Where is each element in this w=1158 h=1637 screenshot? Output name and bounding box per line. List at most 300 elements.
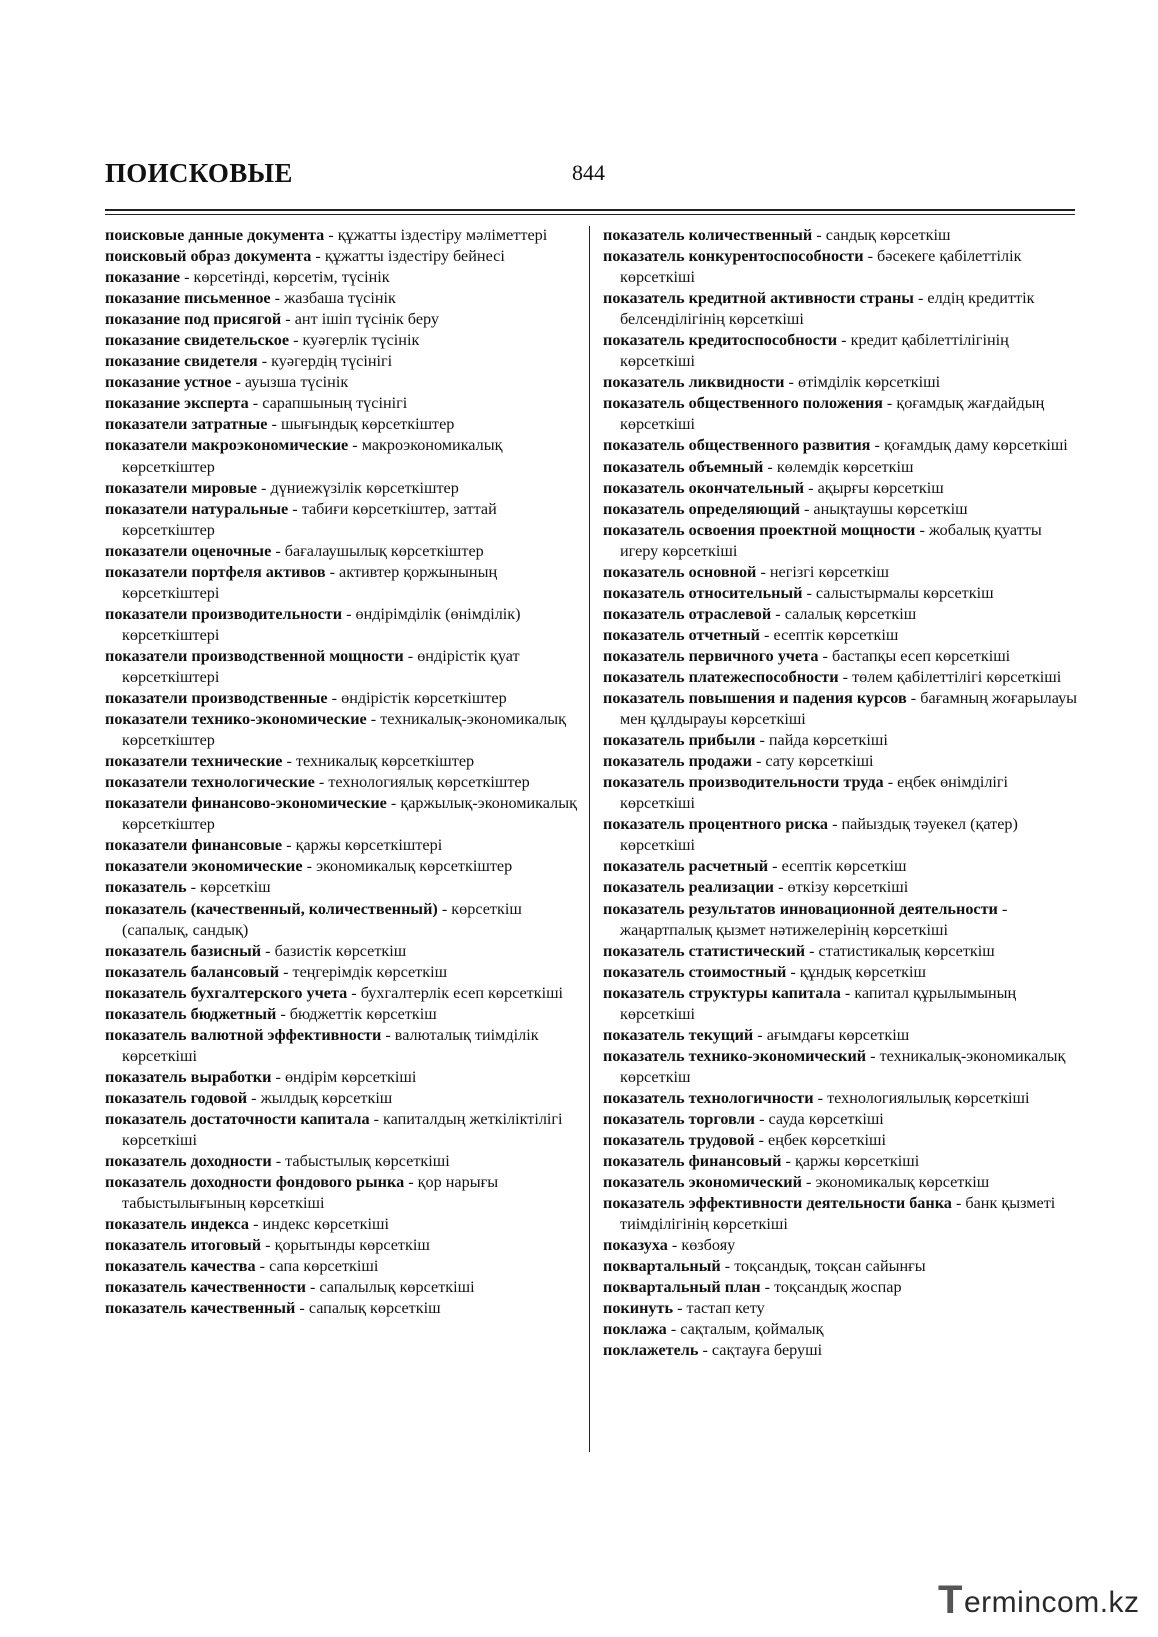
dictionary-entry — [105, 1025, 583, 1067]
dictionary-entry — [603, 225, 1078, 246]
entry-term: покинуть — [603, 1299, 674, 1318]
dictionary-entry — [603, 1298, 1078, 1319]
entry-definition: елдің кредиттік белсенділігінің көрсеткіші — [620, 289, 1035, 329]
entry-separator: - — [763, 457, 777, 476]
dictionary-entry — [105, 1067, 583, 1088]
dictionary-entry — [603, 856, 1078, 877]
entry-definition: сауда көрсеткіші — [768, 1109, 884, 1128]
entry-definition: қоғамдық жағдайдың көрсеткіші — [620, 394, 1045, 434]
entry-definition: табыстылық көрсеткіші — [285, 1152, 450, 1171]
entry-term: показатель окончательный — [603, 478, 805, 497]
entry-term: показатель первичного учета — [603, 646, 819, 665]
entry-definition: куәгердің түсінігі — [271, 352, 393, 371]
entry-definition: ант ішіп түсінік беру — [294, 310, 439, 329]
entry-term: поисковый образ документа — [105, 247, 312, 266]
entry-separator: - — [249, 1215, 263, 1234]
entry-term: показатели затратные — [105, 415, 268, 434]
dictionary-entry — [603, 372, 1078, 393]
dictionary-entry — [603, 1340, 1078, 1361]
entry-term: показатель годовой — [105, 1088, 248, 1107]
entry-term: показатели технические — [105, 752, 283, 771]
entry-definition: банк қызметі тиімділігінің көрсеткіші — [620, 1194, 1056, 1234]
entry-separator: - — [840, 983, 855, 1002]
entry-term: показатель выработки — [105, 1067, 272, 1086]
entry-term: показатель производительности труда — [603, 773, 884, 792]
entry-separator: - — [906, 689, 921, 708]
entry-separator: - — [270, 289, 285, 308]
entry-separator: - — [818, 646, 832, 665]
entry-term: показатели технологические — [105, 773, 315, 792]
dictionary-entry — [603, 499, 1078, 520]
entry-term: показатели финансово-экономические — [105, 794, 387, 813]
entry-definition: ақырғы көрсеткіш — [817, 478, 944, 497]
header-rule-thick — [105, 209, 1075, 211]
entry-term: показатели натуральные — [105, 499, 289, 518]
dictionary-entry — [603, 1256, 1078, 1277]
dictionary-entry — [105, 435, 583, 477]
entry-definition: қаржы көрсеткіші — [794, 1152, 920, 1171]
dictionary-entry — [105, 393, 583, 414]
dictionary-entry — [105, 1172, 583, 1214]
dictionary-entry — [603, 625, 1078, 646]
entry-definition: қор нарығы табыстылығының көрсеткіші — [122, 1173, 499, 1213]
dictionary-entry — [603, 246, 1078, 288]
entry-separator: - — [866, 1046, 880, 1065]
entry-term: показатель общественного положения — [603, 394, 883, 413]
dictionary-entry — [603, 1319, 1078, 1340]
entry-definition: сапалылық көрсеткіші — [319, 1278, 475, 1297]
entry-term: показатель результатов инновационной деятельности — [603, 899, 998, 918]
dictionary-entry — [105, 1214, 583, 1235]
entry-separator: - — [771, 604, 785, 623]
dictionary-entry — [603, 478, 1078, 499]
entry-separator: - — [838, 667, 853, 686]
left-column — [105, 225, 583, 1319]
entry-definition: индекс көрсеткіші — [262, 1215, 389, 1234]
dictionary-entry — [105, 604, 583, 646]
entry-separator: - — [754, 1131, 769, 1150]
entry-definition: теңгерімдік көрсеткіш — [292, 962, 448, 981]
dictionary-entry — [105, 414, 583, 435]
entry-separator: - — [805, 941, 819, 960]
dictionary-entry — [105, 267, 583, 288]
entry-term: показатель валютной эффективности — [105, 1025, 382, 1044]
entry-term: поклажа — [603, 1320, 667, 1339]
entry-term: показатели производственные — [105, 689, 328, 708]
entry-definition: табиғи көрсеткіштер, заттай көрсеткіштер — [122, 499, 497, 539]
entry-definition: технологиялық көрсеткіштер — [328, 773, 530, 792]
entry-separator: - — [804, 478, 818, 497]
entry-separator: - — [755, 1109, 769, 1128]
entry-term: показатель доходности фондового рынка — [105, 1173, 405, 1192]
entry-definition: капитал құрылымының көрсеткіші — [620, 983, 1017, 1023]
dictionary-entry — [105, 646, 583, 688]
entry-separator: - — [951, 1194, 966, 1213]
entry-term: показатель ликвидности — [603, 373, 785, 392]
entry-definition: техникалық-экономикалық көрсеткіштер — [122, 710, 567, 750]
dictionary-entry — [105, 1088, 583, 1109]
dictionary-entry — [603, 688, 1078, 730]
dictionary-entry — [603, 330, 1078, 372]
entry-term: показатель достаточности капитала — [105, 1109, 370, 1128]
entry-term: показатель количественный — [603, 226, 813, 244]
entry-term: показатель расчетный — [603, 857, 769, 876]
entry-separator: - — [774, 878, 788, 897]
entry-separator: - — [997, 899, 1008, 918]
entry-separator: - — [404, 1173, 418, 1192]
entry-definition: өндірістік көрсеткіштер — [341, 689, 507, 708]
entry-separator: - — [812, 226, 826, 244]
entry-term: показатель технико-экономический — [603, 1046, 867, 1065]
entry-definition: құндық көрсеткіш — [799, 962, 926, 981]
entry-term: показатель итоговый — [105, 1236, 262, 1255]
entry-term: показатель кредитоспособности — [603, 331, 838, 350]
entry-definition: есептік көрсеткіш — [781, 857, 907, 876]
entry-separator: - — [863, 247, 878, 266]
entry-separator: - — [883, 773, 898, 792]
entry-definition: дүниежүзілік көрсеткіштер — [270, 478, 459, 497]
entry-separator: - — [271, 541, 285, 560]
entry-definition: негізгі көрсеткіш — [769, 562, 889, 581]
entry-definition: құжатты іздестіру мәліметтері — [337, 226, 548, 244]
right-column — [603, 225, 1078, 1362]
entry-term: поквартальный — [603, 1257, 721, 1276]
entry-definition: өтімділік көрсеткіші — [797, 373, 941, 392]
dictionary-entry — [105, 877, 583, 898]
entry-term: показатели производительности — [105, 604, 343, 623]
entry-definition: бағамның жоғарылауы мен құлдырауы көрсеткіші — [620, 689, 1078, 729]
entry-definition: ауызша түсінік — [244, 373, 349, 392]
entry-separator: - — [295, 1299, 309, 1318]
entry-definition: экономикалық көрсеткіштер — [316, 857, 513, 876]
entry-separator: - — [813, 1088, 828, 1107]
dictionary-entry — [105, 1298, 583, 1319]
entry-definition: көрсеткіш — [200, 878, 271, 897]
dictionary-entry — [105, 983, 583, 1004]
entry-separator: - — [882, 394, 897, 413]
entry-term: показатель экономический — [603, 1173, 802, 1192]
entry-definition: өндірімділік (өнімділік) көрсеткіштері — [122, 604, 521, 644]
dictionary-entry — [603, 1193, 1078, 1235]
dictionary-entry — [603, 1235, 1078, 1256]
entry-separator: - — [282, 752, 296, 771]
entry-definition: бағалаушылық көрсеткіштер — [284, 541, 484, 560]
entry-definition: пайыздық тәуекел (қатер) көрсеткіші — [620, 815, 1018, 855]
dictionary-entry — [105, 1004, 583, 1025]
entry-separator: - — [913, 289, 928, 308]
entry-term: показатель структуры капитала — [603, 983, 841, 1002]
entry-separator: - — [231, 373, 245, 392]
entry-definition: сарапшының түсінігі — [262, 394, 408, 413]
dictionary-entry — [105, 372, 583, 393]
entry-definition: бухгалтерлік есеп көрсеткіші — [360, 983, 564, 1002]
page-number: 844 — [572, 160, 605, 185]
dictionary-entry — [105, 793, 583, 835]
entry-definition: өткізу көрсеткіші — [787, 878, 909, 897]
entry-definition: көлемдік көрсеткіш — [776, 457, 914, 476]
entry-separator: - — [753, 1025, 767, 1044]
dictionary-entry — [105, 225, 583, 246]
entry-term: показатель прибыли — [603, 731, 756, 750]
entry-definition: қорытынды көрсеткіш — [274, 1236, 430, 1255]
entry-separator: - — [720, 1257, 735, 1276]
dictionary-entry — [105, 330, 583, 351]
entry-separator: - — [781, 1152, 795, 1171]
entry-term: показатель кредитной активности страны — [603, 289, 914, 308]
entry-separator: - — [314, 773, 329, 792]
dictionary-entry — [603, 1025, 1078, 1046]
entry-definition: өндірістік қуат көрсеткіштері — [122, 646, 520, 686]
entry-definition: жаңартпалық қызмет нәтижелерінің көрсеткіші — [620, 920, 948, 939]
entry-term: показатель доходности — [105, 1152, 272, 1171]
entry-definition: сапалық көрсеткіш — [308, 1299, 441, 1318]
entry-term: показание свидетельское — [105, 331, 290, 350]
entry-definition: экономикалық көрсеткіш — [815, 1173, 990, 1192]
entry-definition: шығындық көрсеткіштер — [280, 415, 455, 434]
entry-definition: өндірім көрсеткіші — [284, 1067, 417, 1086]
entry-definition: кредит қабілеттілігінің көрсеткіші — [620, 331, 1009, 371]
entry-definition: техникалық-экономикалық көрсеткіш — [620, 1046, 1066, 1086]
dictionary-entry — [105, 1235, 583, 1256]
entry-term: поисковые данные документа — [105, 226, 325, 244]
dictionary-entry — [603, 772, 1078, 814]
dictionary-entry — [603, 583, 1078, 604]
entry-separator: - — [261, 941, 275, 960]
entry-term: показатель платежеспособности — [603, 667, 839, 686]
entry-term: показатель эффективности деятельности банка — [603, 1194, 952, 1213]
entry-term: показатель стоимостный — [603, 962, 787, 981]
entry-term: поклажетель — [603, 1341, 699, 1360]
entry-separator: - — [870, 436, 884, 455]
dictionary-entry — [603, 667, 1078, 688]
entry-separator: - — [248, 394, 263, 413]
entry-term: показатель повышения и падения курсов — [603, 689, 907, 708]
entry-separator: - — [369, 1109, 384, 1128]
entry-separator: - — [311, 247, 325, 266]
dictionary-entry — [603, 562, 1078, 583]
entry-term: показатели технико-экономические — [105, 710, 367, 729]
entry-term: показатель индекса — [105, 1215, 250, 1234]
entry-term: показатель — [105, 878, 187, 897]
entry-definition: капиталдың жеткіліктілігі көрсеткіші — [122, 1109, 563, 1150]
entry-term: показатель освоения проектной мощности — [603, 520, 916, 539]
entry-separator: - — [381, 1025, 395, 1044]
dictionary-entry — [603, 435, 1078, 456]
entry-definition: бәсекеге қабілеттілік көрсеткіші — [620, 247, 1022, 287]
entry-separator: - — [325, 562, 340, 581]
entry-separator: - — [828, 815, 842, 834]
entry-separator: - — [386, 794, 401, 813]
entry-term: показатель качественный — [105, 1299, 296, 1318]
entry-separator: - — [324, 226, 338, 244]
entry-separator: - — [282, 836, 296, 855]
entry-separator: - — [802, 583, 816, 602]
entry-definition: құжатты іздестіру бейнесі — [324, 247, 505, 266]
dictionary-entry — [105, 709, 583, 751]
dictionary-entry — [603, 962, 1078, 983]
dictionary-entry — [603, 288, 1078, 330]
entry-definition: бюджеттік көрсеткіш — [289, 1004, 437, 1023]
entry-separator: - — [799, 499, 814, 518]
dictionary-entry — [105, 835, 583, 856]
entry-term: показатель продажи — [603, 752, 752, 771]
entry-term: показатель трудовой — [603, 1131, 755, 1150]
entry-definition: еңбек өнімділігі көрсеткіші — [620, 773, 1009, 813]
entry-term: показатели портфеля активов — [105, 562, 326, 581]
entry-term: показатель объемный — [603, 457, 764, 476]
entry-definition: куәгерлік түсінік — [302, 331, 420, 350]
entry-term: показатель отраслевой — [603, 604, 772, 623]
dictionary-entry — [105, 962, 583, 983]
entry-term: показание свидетеля — [105, 352, 258, 371]
entry-definition: қоғамдық даму көрсеткіші — [883, 436, 1068, 455]
entry-term: показание — [105, 268, 181, 287]
entry-separator: - — [180, 268, 194, 287]
entry-term: показатель основной — [603, 562, 757, 581]
entry-term: показатель (качественный, количественный) — [105, 899, 438, 918]
entry-separator: - — [760, 625, 774, 644]
entry-definition: пайда көрсеткіші — [768, 731, 888, 750]
dictionary-entry — [105, 1277, 583, 1298]
dictionary-entry — [105, 246, 583, 267]
dictionary-entry — [603, 1109, 1078, 1130]
entry-definition: технологиялылық көрсеткіші — [827, 1088, 1030, 1107]
entry-separator: - — [755, 731, 769, 750]
dictionary-entry — [105, 751, 583, 772]
page-header-word: ПОИСКОВЫЕ — [105, 158, 293, 188]
entry-separator: - — [281, 310, 295, 329]
entry-definition: валюталық тиімділік көрсеткіші — [122, 1025, 539, 1065]
entry-separator: - — [673, 1299, 687, 1318]
entry-term: показатели финансовые — [105, 836, 283, 855]
entry-term: показатель конкурентоспособности — [603, 247, 864, 266]
entry-term: показание эксперта — [105, 394, 249, 413]
entry-term: показуха — [603, 1236, 668, 1255]
entry-definition: техникалық көрсеткіштер — [295, 752, 475, 771]
dictionary-entry — [603, 1172, 1078, 1193]
entry-separator: - — [186, 878, 201, 897]
entry-definition: салалық көрсеткіш — [784, 604, 917, 623]
dictionary-entry — [603, 1088, 1078, 1109]
entry-term: показатель бухгалтерского учета — [105, 983, 348, 1002]
entry-definition: ағымдағы көрсеткіш — [766, 1025, 910, 1044]
entry-term: показание устное — [105, 373, 232, 392]
entry-term: показатель технологичности — [603, 1088, 814, 1107]
entry-term: показатели макроэкономические — [105, 436, 349, 455]
entry-separator: - — [276, 1004, 290, 1023]
entry-separator: - — [267, 415, 281, 434]
entry-separator: - — [348, 436, 362, 455]
entry-separator: - — [666, 1320, 681, 1339]
dictionary-entry — [603, 1130, 1078, 1151]
dictionary-entry — [105, 309, 583, 330]
entry-definition: көрсетінді, көрсетім, түсінік — [193, 268, 390, 287]
entry-separator: - — [801, 1173, 816, 1192]
entry-term: показатель определяющий — [603, 499, 800, 518]
entry-separator: - — [256, 478, 271, 497]
entry-term: показатель базисный — [105, 941, 262, 960]
entry-separator: - — [289, 331, 303, 350]
dictionary-entry — [105, 351, 583, 372]
entry-definition: қаржы көрсеткіштері — [295, 836, 443, 855]
entry-term: показатель процентного риска — [603, 815, 829, 834]
dictionary-entry — [603, 730, 1078, 751]
entry-separator: - — [271, 1067, 285, 1086]
entry-definition: макроэкономикалық көрсеткіштер — [122, 436, 503, 476]
entry-definition: еңбек көрсеткіші — [768, 1131, 887, 1150]
dictionary-entry — [603, 457, 1078, 478]
entry-definition: жобалық қуатты игеру көрсеткіші — [620, 520, 1042, 560]
entry-term: показатель общественного развития — [603, 436, 871, 455]
dictionary-entry — [603, 877, 1078, 898]
dictionary-entry — [603, 646, 1078, 667]
entry-term: показатель качественности — [105, 1278, 306, 1297]
entry-separator: - — [403, 646, 418, 665]
entry-term: показатели оценочные — [105, 541, 272, 560]
entry-separator: - — [247, 1088, 261, 1107]
entry-term: показатель балансовый — [105, 962, 280, 981]
dictionary-entry — [105, 478, 583, 499]
entry-term: показатель относительный — [603, 583, 803, 602]
entry-term: поквартальный план — [603, 1278, 761, 1297]
entry-definition: жазбаша түсінік — [284, 289, 396, 308]
entry-separator: - — [288, 499, 302, 518]
dictionary-entry — [105, 688, 583, 709]
entry-separator: - — [786, 962, 800, 981]
dictionary-entry — [603, 1151, 1078, 1172]
dictionary-entry — [603, 751, 1078, 772]
entry-definition: бастапқы есеп көрсеткіші — [831, 646, 1011, 665]
entry-separator: - — [698, 1341, 712, 1360]
entry-separator: - — [279, 962, 293, 981]
entry-term: показатели производственной мощности — [105, 646, 404, 665]
dictionary-entry — [105, 1151, 583, 1172]
entry-separator: - — [768, 857, 782, 876]
entry-definition: сақталым, қоймалық — [680, 1320, 824, 1339]
entry-definition: тастап кету — [686, 1299, 765, 1318]
column-divider — [589, 226, 590, 1452]
entry-term: показание письменное — [105, 289, 271, 308]
header-rule-thin — [105, 214, 1075, 215]
entry-separator: - — [751, 752, 766, 771]
dictionary-entry — [105, 499, 583, 541]
entry-definition: тоқсандық жоспар — [774, 1278, 902, 1297]
entry-term: показатель финансовый — [603, 1152, 782, 1171]
entry-definition: жылдық көрсеткіш — [260, 1088, 393, 1107]
entry-definition: тоқсандық, тоқсан сайынғы — [734, 1257, 926, 1276]
entry-separator: - — [327, 689, 342, 708]
dictionary-entry — [603, 1277, 1078, 1298]
entry-separator: - — [760, 1278, 775, 1297]
entry-separator: - — [366, 710, 381, 729]
dictionary-entry — [105, 288, 583, 309]
entry-definition: статистикалық көрсеткіш — [818, 941, 995, 960]
entry-separator: - — [271, 1152, 286, 1171]
dictionary-entry — [603, 393, 1078, 435]
entry-separator: - — [342, 604, 356, 623]
dictionary-entry — [105, 856, 583, 877]
entry-definition: көзбояу — [681, 1236, 736, 1255]
dictionary-entry — [105, 541, 583, 562]
entry-term: показатель реализации — [603, 878, 775, 897]
dictionary-entry — [105, 899, 583, 941]
entry-definition: төлем қабілеттілігі көрсеткіші — [852, 667, 1062, 686]
dictionary-entry — [105, 772, 583, 793]
entry-definition: анықтаушы көрсеткіш — [813, 499, 968, 518]
termincom-logo: T ermincom.kz — [938, 1578, 1140, 1622]
entry-term: показатель текущий — [603, 1025, 754, 1044]
entry-term: показание под присягой — [105, 310, 282, 329]
